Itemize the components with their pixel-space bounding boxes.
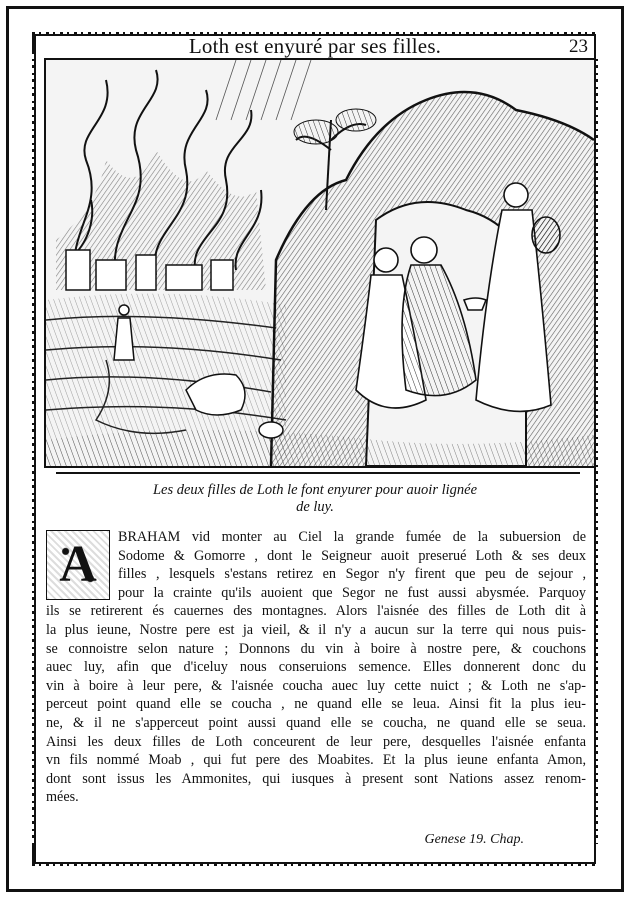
page-title: Loth est enyuré par ses filles. xyxy=(188,34,442,58)
text-line: se connoistre selon nature ; Donnons du vin à boire à nostre pere, & couchons xyxy=(46,640,586,657)
text-line: Ainsi les deux filles de Loth conceurent de leur pere, desquelles l'aisnée enfanta xyxy=(46,733,586,750)
text-line: ils se retirerent és cauernes des montagnes. Alors l'aisnée des filles de Loth dit à xyxy=(46,603,586,620)
caption-line-1: Les deux filles de Loth le font enyurer pour auoir lignée xyxy=(152,482,478,498)
text-line: perceut point quand elle se coucha , ne quand elle se leua. Ainsi fit la plus ieu- xyxy=(46,696,586,713)
woodcut-engraving-icon xyxy=(46,60,594,466)
decorated-initial xyxy=(46,530,110,600)
text-line: la plus ieune, Nostre pere est ja vieil, & il n'y a aucun sur la terre qui nous puis- xyxy=(46,621,586,638)
text-line: vn fils nommé Moab , qui fut pere des Moabites. Et la plus ieune enfanta Amon, xyxy=(46,752,586,769)
text-line: dont sont issus les Ammonites, qui iusques à present sont Nations assez renom- xyxy=(46,770,586,787)
page-number: 23 xyxy=(569,36,588,57)
text-line: auec luy, afin que d'iceluy nous conseruions semence. Elles donnerent donc du xyxy=(46,659,586,676)
text-line: Sodome & Gomorre , dont le Seigneur auoit preserué Loth & ses deux xyxy=(118,547,586,564)
woodcut-illustration xyxy=(44,58,596,468)
page-header xyxy=(40,34,590,60)
text-line: mées. xyxy=(46,789,79,806)
text-line: vin à boire à leur pere, & l'aisnée coucha auec luy cette nuict ; & Loth ne s'ap- xyxy=(46,677,586,694)
body-text xyxy=(46,528,586,807)
text-line: BRAHAM vid monter au Ciel la grande fumée de la subuersion de xyxy=(118,529,586,545)
text-line: pour la crainte qu'ils auoient que Segor ne fust aussi abysmée. Parquoy xyxy=(118,584,586,601)
scripture-reference: Genese 19. Chap. xyxy=(424,832,524,847)
illustration-caption xyxy=(70,482,560,516)
caption-rule xyxy=(56,472,580,474)
dropcap-letter: A xyxy=(59,536,97,593)
text-line: filles , lesquels s'estans retirez en Segor n'y firent que peu de sejour , xyxy=(118,566,586,583)
text-line: ne, & il ne s'apperceut point aussi quand elle se coucha, ne quand elle se seua. xyxy=(46,714,586,731)
caption-line-2: de luy. xyxy=(296,499,334,515)
